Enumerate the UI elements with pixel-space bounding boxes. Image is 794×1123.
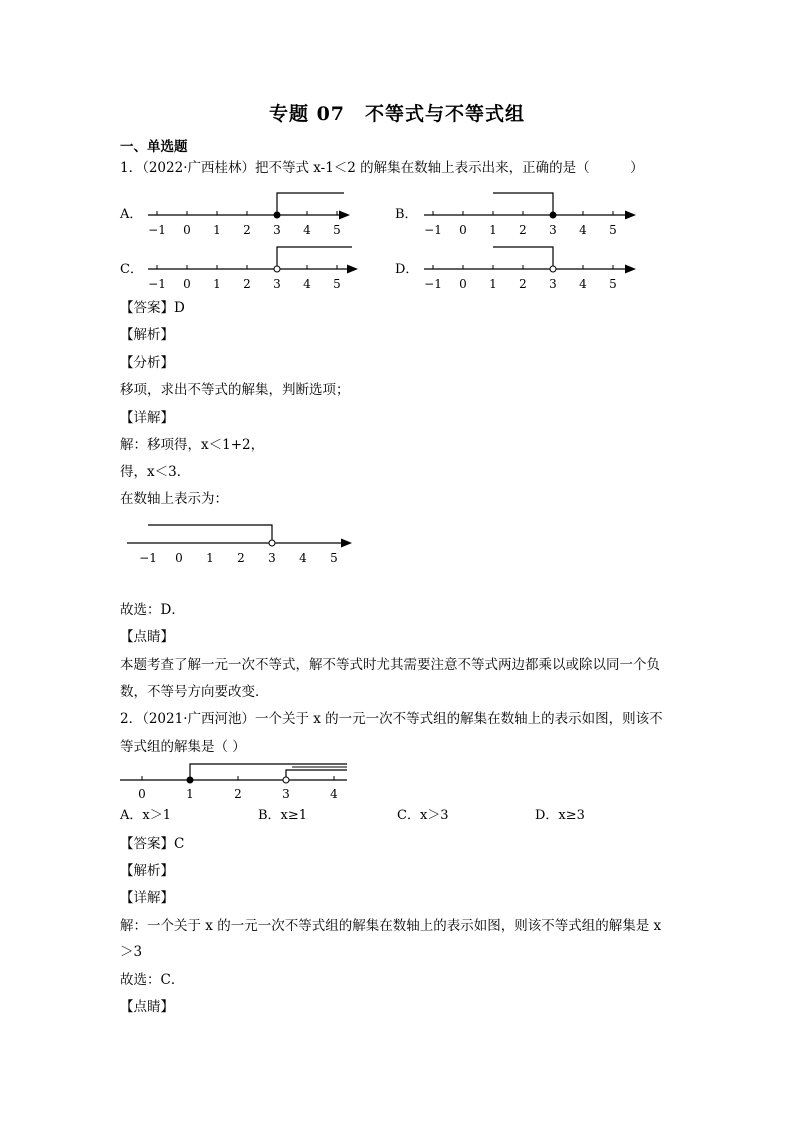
q1-detail-3: 在数轴上表示为： — [120, 491, 228, 507]
q2-option-a: A．x＞1 — [120, 808, 171, 823]
tick-label: 5 — [333, 277, 341, 291]
tick-label: 4 — [299, 551, 307, 565]
q1-option-d-label: D． — [395, 262, 419, 277]
q1-detail-1: 解：移项得，x＜1+2， — [120, 437, 265, 453]
tick-label: 3 — [268, 551, 276, 565]
tick-label: 4 — [579, 277, 587, 291]
q2-stem-line-2: 等式组的解集是（ ） — [120, 739, 246, 755]
tick-label: −1 — [424, 277, 442, 291]
q1-option-c-label: C． — [120, 262, 143, 277]
q2-detail-1: 解：一个关于 x 的一元一次不等式组的解集在数轴上的表示如图，则该不等式组的解集是 x — [120, 918, 662, 934]
page-title: 专题 07 不等式与不等式组 — [268, 103, 526, 125]
tick-label: 3 — [282, 787, 290, 801]
q2-detail-2: ＞3 — [120, 944, 143, 960]
q1-detail-tag: 【详解】 — [120, 410, 174, 426]
solution-bracket-x-ge-1 — [190, 764, 347, 780]
tick-label: 1 — [186, 787, 194, 801]
tick-label: 5 — [333, 223, 341, 237]
tick-label: 5 — [609, 223, 617, 237]
open-endpoint — [283, 777, 289, 783]
q2-comment-tag: 【点睛】 — [120, 999, 174, 1015]
tick-label: 4 — [330, 787, 338, 801]
tick-label: −1 — [139, 551, 157, 565]
tick-label: 5 — [609, 277, 617, 291]
q1-comment-text: 本题考查了解一元一次不等式，解不等式时尤其需要注意不等式两边都乘以或除以同一个负数，不等号方向要改变． — [120, 657, 660, 700]
q2-conclusion: 故选：C． — [120, 972, 185, 988]
q1-option-a-label: A． — [120, 207, 143, 222]
q1-comment-tag: 【点睛】 — [120, 629, 174, 645]
tick-label: 2 — [243, 277, 251, 291]
tick-label: 1 — [206, 551, 214, 565]
tick-label: 0 — [138, 787, 146, 801]
tick-label: 1 — [213, 277, 221, 291]
tick-label: −1 — [148, 223, 166, 237]
tick-label: 0 — [459, 223, 467, 237]
tick-label: 3 — [273, 277, 281, 291]
closed-endpoint — [187, 777, 193, 783]
tick-label: 0 — [183, 277, 191, 291]
q2-option-d: D．x≥3 — [535, 808, 585, 823]
tick-label: 0 — [175, 551, 183, 565]
tick-label: 2 — [234, 787, 242, 801]
q2-analysis-tag: 【解析】 — [120, 863, 174, 879]
section-heading: 一、单选题 — [120, 139, 188, 155]
q2-option-b: B．x≥1 — [258, 808, 308, 823]
tick-label: 3 — [549, 223, 557, 237]
tick-label: 1 — [489, 223, 497, 237]
tick-label: 4 — [303, 223, 311, 237]
q1-answer: 【答案】D — [120, 300, 185, 316]
q2-answer: 【答案】C — [120, 836, 185, 852]
tick-label: 4 — [579, 223, 587, 237]
tick-label: 1 — [213, 223, 221, 237]
q1-detail-2: 得，x＜3． — [120, 464, 191, 480]
solution-bracket-x-gt-3 — [286, 770, 347, 780]
tick-label: 4 — [303, 277, 311, 291]
tick-label: 0 — [183, 223, 191, 237]
tick-label: −1 — [424, 223, 442, 237]
tick-label: 2 — [519, 223, 527, 237]
tick-label: 1 — [489, 277, 497, 291]
q1-stem: 1．（2022·广西桂林）把不等式 x-1＜2 的解集在数轴上表示出来，正确的是（ ） — [120, 160, 644, 176]
tick-label: −1 — [148, 277, 166, 291]
q2-detail-tag: 【详解】 — [120, 890, 174, 906]
q1-fenxi-tag: 【分析】 — [120, 355, 174, 371]
tick-label: 2 — [243, 223, 251, 237]
q2-option-c: C．x＞3 — [397, 808, 449, 823]
q2-stem-line-1: 2．（2021·广西河池）一个关于 x 的一元一次不等式组的解集在数轴上的表示如图，则该不 — [120, 711, 663, 727]
tick-label: 2 — [519, 277, 527, 291]
tick-label: 2 — [237, 551, 245, 565]
q1-conclusion: 故选：D． — [120, 602, 185, 618]
tick-label: 5 — [330, 551, 338, 565]
q1-option-b-label: B． — [395, 207, 418, 222]
tick-label: 3 — [273, 223, 281, 237]
q1-analysis-tag: 【解析】 — [120, 327, 174, 343]
tick-label: 0 — [459, 277, 467, 291]
tick-label: 3 — [549, 277, 557, 291]
q1-fenxi-text: 移项，求出不等式的解集，判断选项； — [120, 382, 350, 398]
